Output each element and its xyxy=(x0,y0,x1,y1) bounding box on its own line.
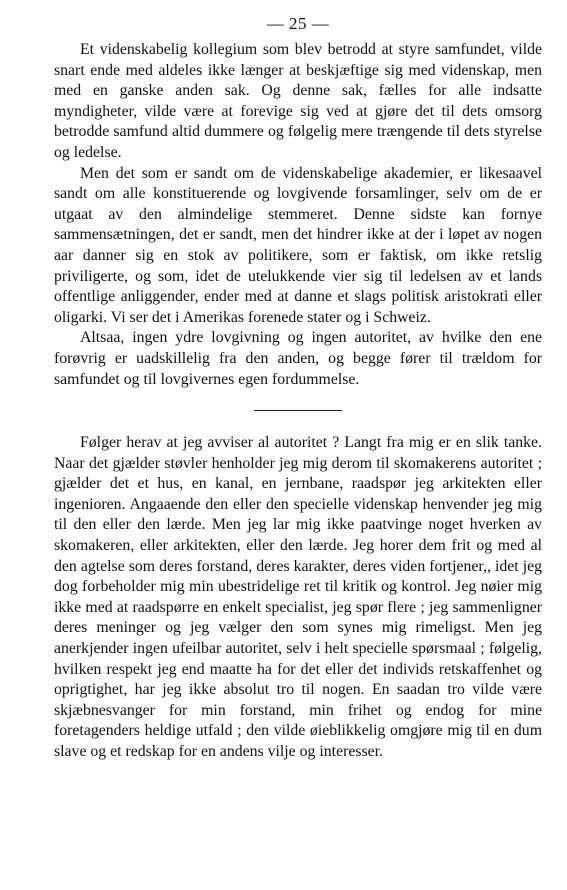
book-page xyxy=(54,14,542,763)
page-number: — 25 — xyxy=(266,14,330,33)
paragraph-4: Følger herav at jeg avviser al autoritet ? Langt fra mig er en slik tanke. Naar det gjælder støvler henholder jeg mig derom til skomakerens autoritet ; gjælder det et hus, en kanal, en jernbane, raadspør jeg arkitekten eller ingenioren. Angaaende den eller den specielle videnskap henvender jeg mig til den eller den lærde. Men jeg lar mig ikke paatvinge noget hverken av skomakeren, eller arkitekten, eller den lærde. Jeg horer dem frit og med al den agtelse som deres forstand, deres karakter, deres viden fortjener,, idet jeg dog forbeholder mig min ubestridelige ret til kritik og kontrol. Jeg nøier mig ikke med at raadspørre en enkelt specialist, jeg spør flere ; jeg sammenligner deres meninger og jeg vælger den som synes mig rimeligst. Men jeg anerkjender ingen ufeilbar autoritet, selv i helt specielle spørsmaal ; følgelig, hvilken respekt jeg end maatte ha for det eller det individs retskaffenhet og oprigtighet, har jeg ikke absolut tro til nogen. En saadan tro vilde være skjæbnesvanger for min forstand, min frihet og endog for mine foretagenders heldige utfald ; den vilde øieblikkelig omgjøre mig til en dum slave og et redskap for en andens vilje og interesser. xyxy=(54,434,542,760)
paragraph-1: Et videnskabelig kollegium som blev betrodd at styre samfundet, vilde snart ende med aldeles ikke længer at beskjæftige sig med videnskap, men med en ganske anden sak. Og denne sak, fælles for alle indsatte myndigheter, vilde være at forevige sig ved at gjøre det til dets omsorg betrodde samfund altid dummere og følgelig mere trængende til dets styrelse og ledelse. xyxy=(54,41,542,161)
paragraph-3: Altsaa, ingen ydre lovgivning og ingen autoritet, av hvilke den ene forøvrig er uadskillelig fra den anden, og begge fører til trældom for samfundet og til lovgivernes egen fordummelse. xyxy=(54,329,542,388)
section-divider xyxy=(254,410,342,411)
paragraph-2: Men det som er sandt om de videnskabelige akademier, er likesaavel sandt om alle konstituerende og lovgivende forsamlinger, selv om de er utgaat av den almindelige stemmeret. Denne sidste kan fornye sammensætningen, det er sandt, men det hindrer ikke at der i løpet av nogen aar danner sig en stok av politikere, som er faktisk, om ikke retslig priviligerte, og som, idet de utelukkende vier sig til ledelsen av et lands offentlige anliggender, ender med at danne et slags politisk aristokrati eller oligarki. Vi ser det i Amerikas forenede stater og i Schweiz. xyxy=(54,164,542,326)
